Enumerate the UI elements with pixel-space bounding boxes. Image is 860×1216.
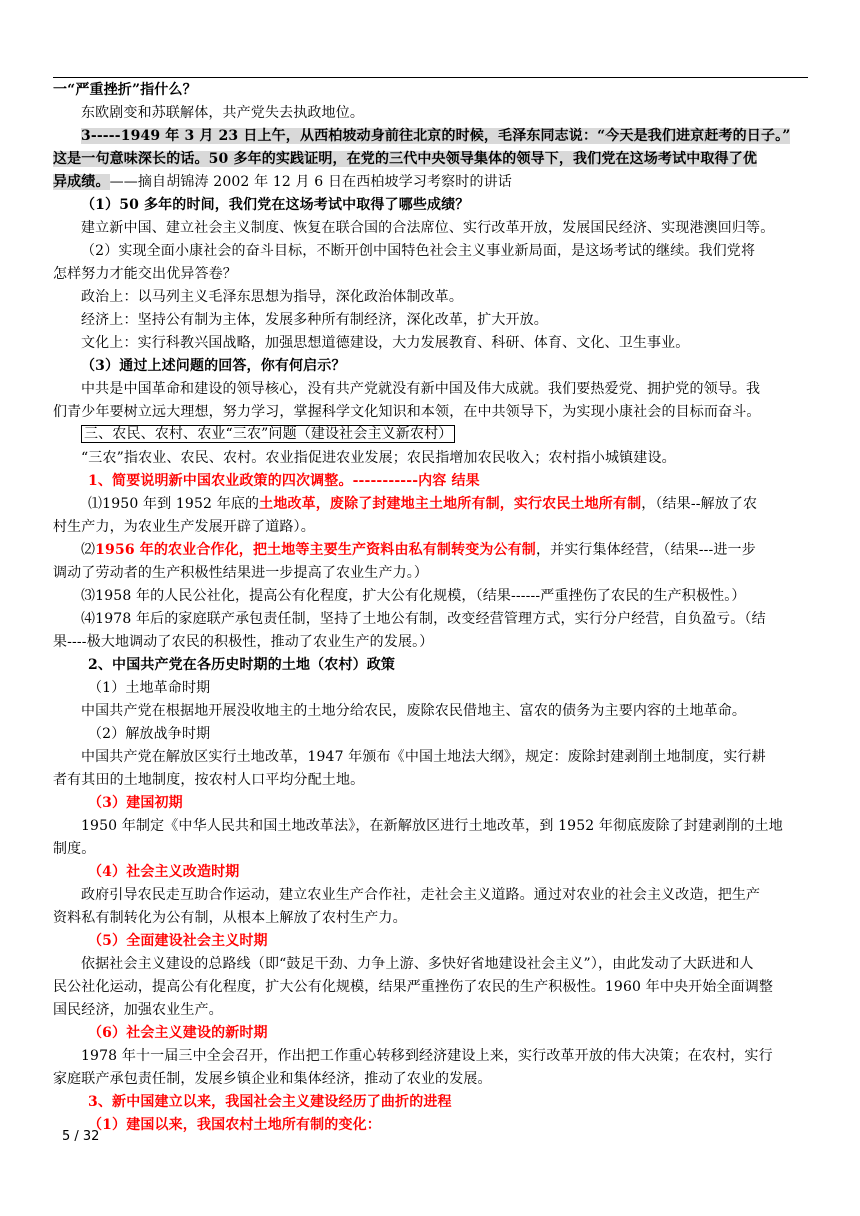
paragraph: 中国共产党在根据地开展没收地主的土地分给农民，废除农民借地主、富农的债务为主要内容的土地革命。	[81, 703, 747, 719]
paragraph: “三农”指农业、农民、农村。农业指促进农业发展；农民指增加农民收入；农村指小城镇建设。	[81, 450, 676, 466]
text: ⑴1950 年到 1952 年底的	[88, 496, 260, 512]
paragraph: ⑶1958 年的人民公社化，提高公有化程度，扩大公有化规模，（结果------严重挫伤了农民的生产积极性。）	[81, 588, 746, 604]
paragraph: 政治上：以马列主义毛泽东思想为指导，深化政治体制改革。	[81, 289, 464, 305]
header-rule	[53, 77, 808, 78]
period-heading: （1）土地革命时期	[88, 680, 211, 696]
paragraph	[81, 541, 836, 559]
paragraph: 果----极大地调动了农民的积极性，推动了农业生产的发展。）	[53, 634, 434, 650]
paragraph: 村生产力，为农业生产发展开辟了道路）。	[53, 519, 315, 535]
highlighted-text: 1956 年的农业合作化，把土地等主要生产资料由私有制转变为公有制	[95, 542, 536, 558]
paragraph: 建立新中国、建立社会主义制度、恢复在联合国的合法席位、实行改革开放，发展国民经济、实现港澳回归等。	[81, 220, 775, 236]
highlighted-text: 这是一句意味深长的话。50 多年的实践证明，在党的三代中央领导集体的领导下，我们党在这场考试中取得了优	[53, 151, 758, 167]
text: ，并实行集体经营，（结果---进一步	[535, 542, 756, 558]
paragraph: 资料私有制转化为公有制，从根本上解放了农村生产力。	[53, 910, 407, 926]
period-heading: （5）全面建设社会主义时期	[88, 933, 268, 949]
paragraph: 中国共产党在解放区实行土地改革，1947 年颁布《中国土地法大纲》，规定：废除封建剥削土地制度，实行耕	[81, 749, 766, 765]
highlighted-text: 3-----1949 年 3 月 23 日上午，从西柏坡动身前往北京的时候，毛泽东同志说：“今天是我们进京赶考的日子。”	[81, 128, 791, 144]
section-title	[81, 425, 836, 443]
highlighted-text: 异成绩。	[53, 174, 110, 190]
highlighted-text: 土地改革，废除了封建地主土地所有制，实行农民土地所有制	[259, 496, 642, 512]
paragraph: 怎样努力才能交出优异答卷？	[53, 266, 237, 282]
page-number: 5 / 32	[62, 1129, 100, 1144]
paragraph: 文化上：实行科教兴国战略，加强思想道德建设，大力发展教育、科研、体育、文化、卫生事业。	[81, 335, 690, 351]
paragraph: 者有其田的土地制度，按农村人口平均分配土地。	[53, 772, 365, 788]
paragraph: 政府引导农民走互助合作运动，建立农业生产合作社，走社会主义道路。通过对农业的社会主义改造，把生产	[81, 887, 761, 903]
boxed-title: 三、农民、农村、农业“三农”问题（建设社会主义新农村）	[81, 425, 455, 443]
paragraph: 民公社化运动，提高公有化程度，扩大公有化规模，结果严重挫伤了农民的生产积极性。1960 年中央开始全面调整	[53, 979, 774, 995]
paragraph	[88, 495, 843, 513]
period-heading: （1）建国以来，我国农村土地所有制的变化：	[88, 1117, 381, 1133]
paragraph: 1950 年制定《中华人民共和国土地改革法》，在新解放区进行土地改革，到 1952 年彻底废除了封建剥削的土地	[81, 818, 783, 834]
paragraph: 东欧剧变和苏联解体，共产党失去执政地位。	[81, 105, 364, 121]
heading-question: 一“严重挫折”指什么？	[53, 82, 197, 98]
quote-line	[53, 150, 808, 168]
period-heading: （2）解放战争时期	[88, 726, 211, 742]
paragraph: 家庭联产承包责任制，发展乡镇企业和集体经济，推动了农业的发展。	[53, 1071, 492, 1087]
paragraph: 1978 年十一届三中全会召开，作出把工作重心转移到经济建设上来，实行改革开放的伟大决策；在农村，实行	[81, 1048, 773, 1064]
subsection-heading: 1、简要说明新中国农业政策的四次调整。-----------内容 结果	[88, 473, 480, 489]
paragraph: （2）实现全面小康社会的奋斗目标，不断开创中国特色社会主义事业新局面，是这场考试的继续。我们党将	[81, 243, 756, 259]
quote-line	[53, 173, 808, 191]
quote-source: ——摘自胡锦涛 2002 年 12 月 6 日在西柏坡学习考察时的讲话	[109, 174, 512, 190]
quote-line	[81, 127, 836, 145]
paragraph: ⑷1978 年后的家庭联产承包责任制，坚持了土地公有制，改变经营管理方式，实行分户经营，自负盈亏。（结	[81, 611, 766, 627]
period-heading: （3）建国初期	[88, 795, 183, 811]
paragraph: 国民经济，加强农业生产。	[53, 1002, 223, 1018]
period-heading: （6）社会主义建设的新时期	[88, 1025, 268, 1041]
paragraph: 依据社会主义建设的总路线（即“鼓足干劲、力争上游、多快好省地建设社会主义”），由此发动了大跃进和人	[81, 956, 754, 972]
subsection-heading: 3、新中国建立以来，我国社会主义建设经历了曲折的进程	[88, 1094, 452, 1110]
question-heading: （1）50 多年的时间，我们党在这场考试中取得了哪些成绩？	[81, 197, 470, 213]
subsection-heading: 2、中国共产党在各历史时期的土地（农村）政策	[88, 657, 396, 673]
question-heading: （3）通过上述问题的回答，你有何启示？	[81, 358, 346, 374]
paragraph: 调动了劳动者的生产积极性结果进一步提高了农业生产力。）	[53, 565, 429, 581]
period-heading: （4）社会主义改造时期	[88, 864, 240, 880]
paragraph: 中共是中国革命和建设的领导核心，没有共产党就没有新中国及伟大成就。我们要热爱党、拥护党的领导。我	[81, 381, 761, 397]
paragraph: 们青少年要树立远大理想，努力学习，掌握科学文化知识和本领，在中共领导下，为实现小康社会的目标而奋斗。	[53, 404, 761, 420]
text: ⑵	[81, 542, 96, 558]
paragraph: 经济上：坚持公有制为主体，发展多种所有制经济，深化改革，扩大开放。	[81, 312, 548, 328]
text: ，（结果--解放了农	[641, 496, 758, 512]
paragraph: 制度。	[53, 841, 96, 857]
